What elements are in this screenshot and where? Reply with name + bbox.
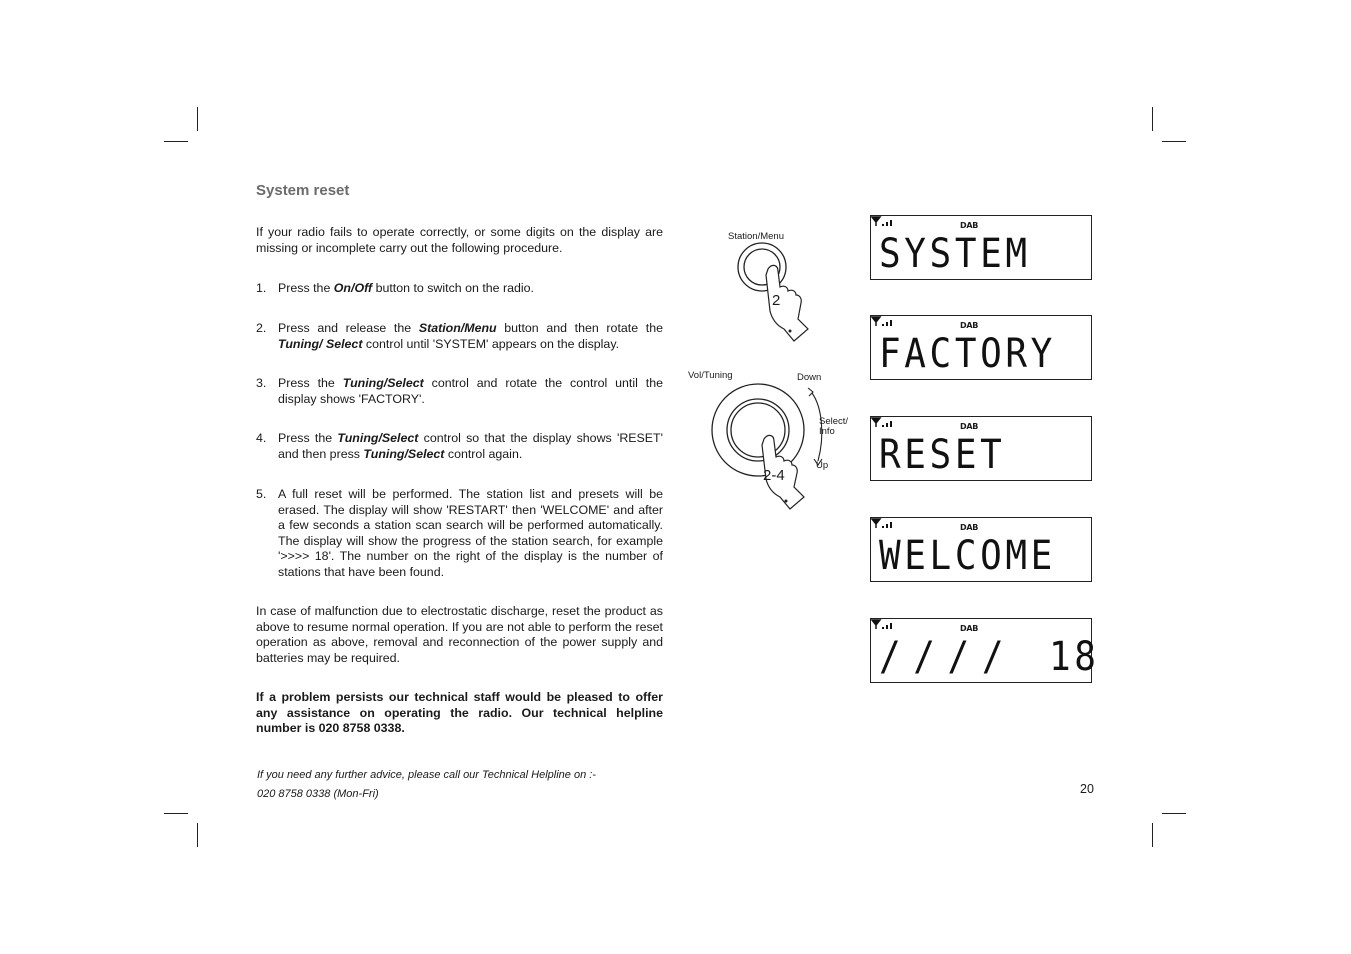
crop-mark bbox=[1162, 141, 1186, 142]
signal-strength-icon bbox=[871, 619, 895, 630]
finger-step-label: 2 bbox=[772, 292, 781, 309]
vol-tuning-label: Vol/Tuning bbox=[688, 370, 733, 381]
signal-strength-icon bbox=[871, 518, 895, 529]
step-4 bbox=[256, 431, 663, 462]
lcd-display-reset bbox=[870, 416, 1092, 481]
signal-strength-icon bbox=[871, 417, 895, 428]
page-number: 20 bbox=[1080, 782, 1094, 796]
crop-mark bbox=[197, 823, 198, 847]
select-info-label: Select/ Info bbox=[819, 416, 849, 437]
crop-mark bbox=[164, 813, 188, 814]
lcd-display-scan bbox=[870, 618, 1100, 683]
lcd-display-welcome bbox=[870, 517, 1092, 582]
controls-diagram bbox=[680, 225, 860, 515]
step-number: 5. bbox=[256, 487, 267, 501]
dab-indicator: DAB bbox=[960, 321, 979, 330]
step-number: 4. bbox=[256, 431, 267, 445]
footer-line-2: 020 8758 0338 (Mon-Fri) bbox=[257, 788, 379, 800]
malfunction-paragraph: In case of malfunction due to electrostatic discharge, reset the product as above to resume normal operation. If you are not able to perform the reset operation as above, removal and reconnection of the power supply and batteries may be required. bbox=[256, 604, 663, 665]
station-menu-label: Station/Menu bbox=[728, 231, 784, 242]
step-text: Press the Tuning/Select control and rotate the control until the display shows 'FACTORY'. bbox=[278, 376, 663, 406]
step-text: Press the On/Off button to switch on the radio. bbox=[278, 281, 534, 295]
down-label: Down bbox=[797, 372, 822, 383]
lcd-display-factory bbox=[870, 315, 1092, 380]
step-1 bbox=[256, 281, 663, 297]
lcd-display-system bbox=[870, 215, 1092, 280]
step-text: A full reset will be performed. The station list and presets will be erased. The display will show 'RESTART' then 'WELCOME' and after a few seconds a station scan search will be performed automatically. The display will show the progress of the station search, for example '>>>> 18'. The number on the right of the display is the number of stations that have been found. bbox=[278, 487, 663, 579]
lcd-text: FACTORY bbox=[879, 331, 1056, 377]
footer-line-1: If you need any further advice, please call our Technical Helpline on :- bbox=[257, 769, 596, 781]
crop-mark bbox=[1152, 823, 1153, 847]
step-5 bbox=[256, 487, 663, 580]
lcd-text: //// bbox=[879, 634, 1017, 680]
lcd-text: SYSTEM bbox=[879, 231, 1031, 277]
section-title: System reset bbox=[256, 182, 350, 199]
step-3 bbox=[256, 376, 663, 407]
lcd-station-count: 18 bbox=[1049, 634, 1100, 680]
finger-step-label: 2-4 bbox=[763, 467, 785, 484]
step-text: Press the Tuning/Select control so that the display shows 'RESET' and then press Tuning/Select control again. bbox=[278, 431, 663, 461]
step-number: 2. bbox=[256, 321, 267, 335]
signal-strength-icon bbox=[871, 316, 895, 327]
step-2 bbox=[256, 321, 663, 352]
step-text: Press and release the Station/Menu button and then rotate the Tuning/ Select control until 'SYSTEM' appears on the display. bbox=[278, 321, 663, 351]
intro-paragraph: If your radio fails to operate correctly, or some digits on the display are missing or incomplete carry out the following procedure. bbox=[256, 225, 663, 255]
crop-mark bbox=[1162, 813, 1186, 814]
helpline-paragraph: If a problem persists our technical staff would be pleased to offer any assistance on operating the radio. Our technical helpline number is 020 8758 0338. bbox=[256, 690, 663, 735]
crop-mark bbox=[1152, 107, 1153, 131]
step-number: 3. bbox=[256, 376, 267, 390]
dab-indicator: DAB bbox=[960, 221, 979, 230]
dab-indicator: DAB bbox=[960, 523, 979, 532]
vol-tuning-knob-inner bbox=[731, 403, 785, 457]
lcd-text: WELCOME bbox=[879, 533, 1056, 579]
signal-strength-icon bbox=[871, 216, 895, 227]
up-label: Up bbox=[816, 460, 829, 471]
dab-indicator: DAB bbox=[960, 624, 979, 633]
dab-indicator: DAB bbox=[960, 422, 979, 431]
step-number: 1. bbox=[256, 281, 267, 295]
crop-mark bbox=[197, 107, 198, 131]
crop-mark bbox=[164, 141, 188, 142]
lcd-text: RESET bbox=[879, 432, 1006, 478]
